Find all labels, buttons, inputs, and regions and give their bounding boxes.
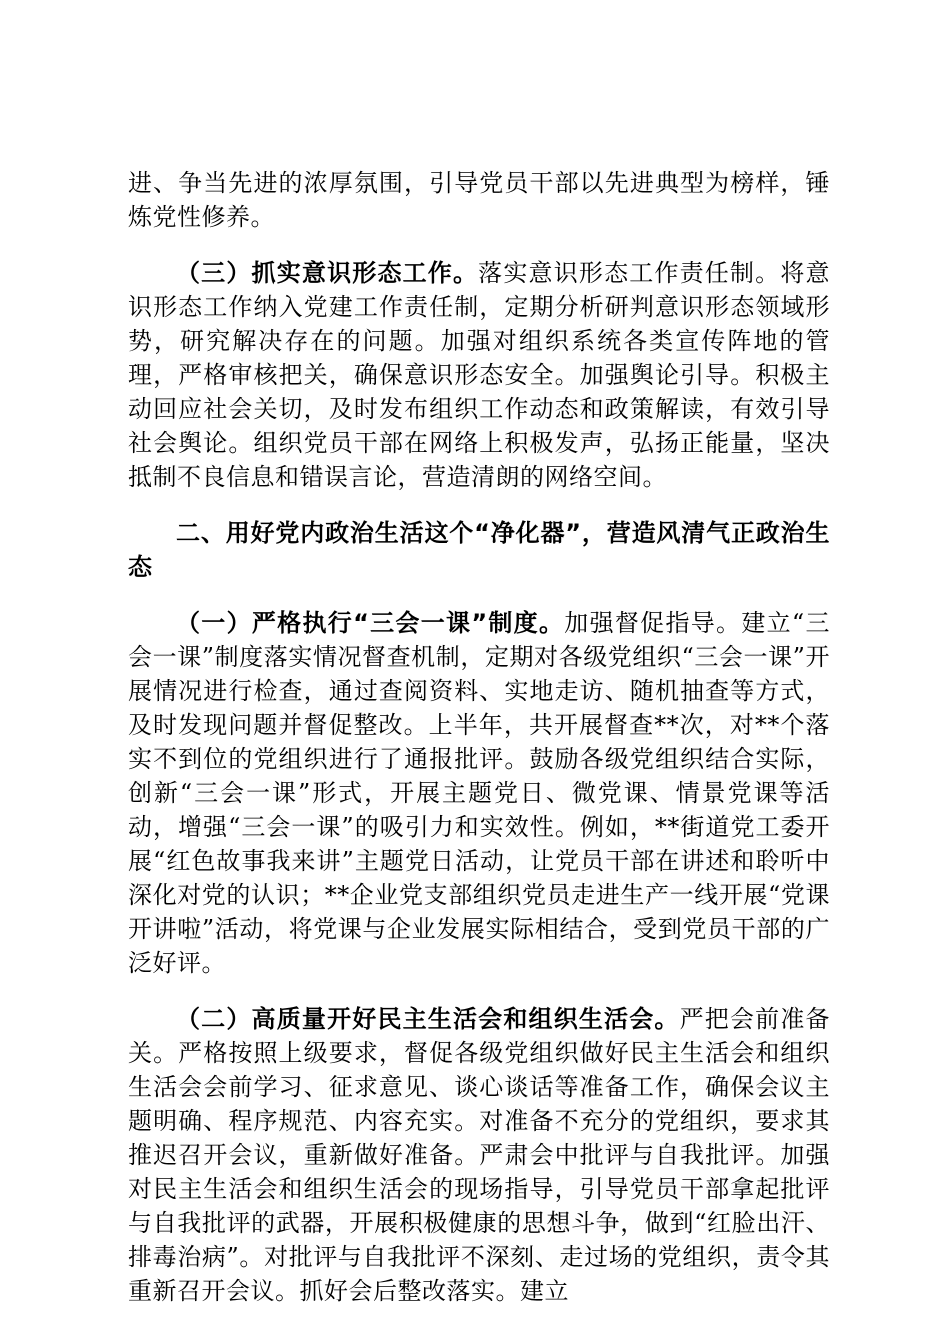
paragraph-lead-heading: （二）高质量开好民主生活会和组织生活会。 [176, 1005, 680, 1033]
paragraph-text: 进、争当先进的浓厚氛围，引导党员干部以先进典型为榜样，锤炼党性修养。 [128, 169, 830, 231]
paragraph-text: 加强督促指导。建立“三会一课”制度落实情况督查机制，定期对各级党组织“三会一课”开展情况进行检查，通过查阅资料、实地走访、随机抽查等方式，及时发现问题并督促整改。上半年，共开展督查**次，对**个落实不到位的党组织进行了通报批评。鼓励各级党组织结合实际，创新“三会一课”形式，开展主题党日、微党课、情景党课等活动，增强“三会一课”的吸引力和实效性。例如，**街道党工委开展“红色故事我来讲”主题党日活动，让党员干部在讲述和聆听中深化对党的认识；**企业党支部组织党员走进生产一线开展“党课开讲啦”活动，将党课与企业发展实际相结合，受到党员干部的广泛好评。 [128, 609, 831, 977]
section-heading [128, 516, 830, 584]
section-heading-text: 二、用好党内政治生活这个“净化器”，营造风清气正政治生态 [128, 519, 830, 581]
paragraph-democratic-life-meeting [128, 1002, 830, 1308]
paragraph-ideology-work [128, 256, 830, 494]
paragraph-three-meetings [128, 606, 830, 980]
paragraph-lead-heading: （一）严格执行“三会一课”制度。 [176, 609, 565, 637]
paragraph-text: 严把会前准备关。严格按照上级要求，督促各级党组织做好民主生活会和组织生活会会前学习、征求意见、谈心谈话等准备工作，确保会议主题明确、程序规范、内容充实。对准备不充分的党组织，要求其推迟召开会议，重新做好准备。严肃会中批评与自我批评。加强对民主生活会和组织生活会的现场指导，引导党员干部拿起批评与自我批评的武器，开展积极健康的思想斗争，做到“红脸出汗、排毒治病”。对批评与自我批评不深刻、走过场的党组织，责令其重新召开会议。抓好会后整改落实。建立 [128, 1005, 831, 1305]
document-page [128, 166, 830, 1330]
paragraph-continuation [128, 166, 830, 234]
paragraph-text: 落实意识形态工作责任制。将意识形态工作纳入党建工作责任制，定期分析研判意识形态领域形势，研究解决存在的问题。加强对组织系统各类宣传阵地的管理，严格审核把关，确保意识形态安全。加强舆论引导。积极主动回应社会关切，及时发布组织工作动态和政策解读，有效引导社会舆论。组织党员干部在网络上积极发声，弘扬正能量，坚决抵制不良信息和错误言论，营造清朗的网络空间。 [128, 259, 831, 491]
paragraph-lead-heading: （三）抓实意识形态工作。 [176, 259, 479, 287]
